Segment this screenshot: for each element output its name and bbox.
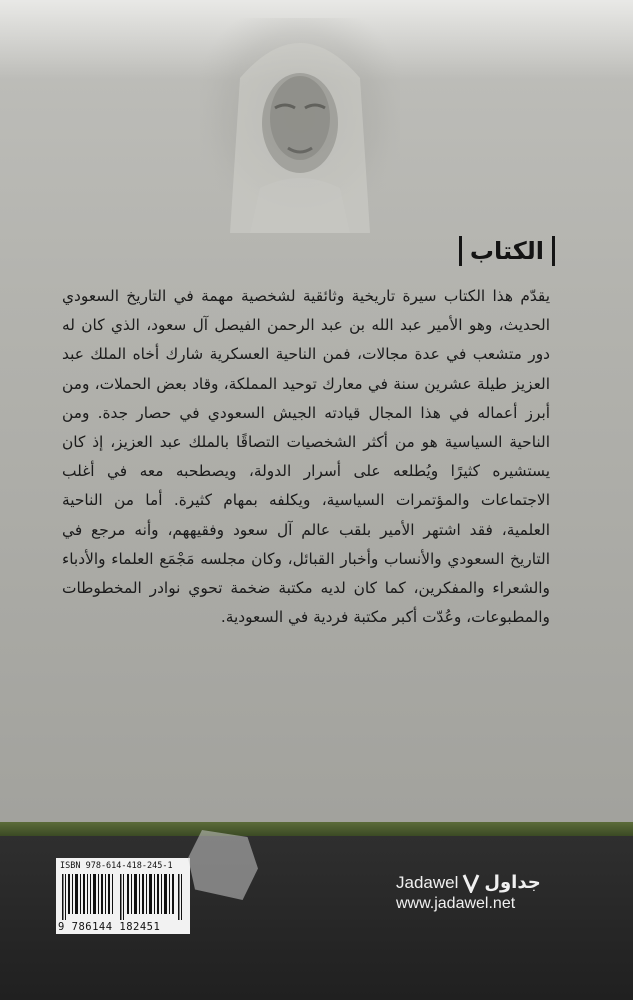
publisher-name-latin: Jadawel	[396, 872, 459, 892]
book-description: يقدّم هذا الكتاب سيرة تاريخية وثائقية لشخصية مهمة في التاريخ السعودي الحديث، وهو الأمير عبد الله بن عبد الرحمن الفيصل آل سعود، الذي كان له دور متشعب في عدة مجالات، فمن الناحية العسكرية شارك أخاه الملك عبد العزيز طيلة عشرين سنة في معارك توحيد المملكة، وقاد بعض الحملات، ومن أبرز أعماله في هذا المجال قيادته الجيش السعودي في حصار جدة. ومن الناحية السياسية هو من أكثر الشخصيات التصاقًا بالملك عبد العزيز، إذ كان يستشيره كثيرًا ويُطلعه على أسرار الدولة، ويصطحبه معه في أغلب الاجتماعات والمؤتمرات السياسية، ويكلفه بمهام كثيرة. أما من الناحية العلمية، فقد اشتهر الأمير بلقب عالم آل سعود وفقيههم، وأنه مرجع في التاريخ السعودي والأنساب وأخبار القبائل، وكان مجلسه مَجْمَع العلماء والأدباء والشعراء والمفكرين، كما كان لديه مكتبة ضخمة تحوي نوادر المخطوطات والمطبوعات، وعُدّت أكبر مكتبة فردية في السعودية.	[62, 287, 550, 627]
publisher-block	[396, 872, 556, 913]
publisher-url: www.jadawel.net	[396, 895, 516, 912]
publisher-name-arabic: جداول	[484, 872, 541, 893]
publisher-logo	[396, 872, 556, 893]
heading-bar-right	[552, 236, 555, 266]
heading-bar-left	[459, 236, 462, 266]
portrait-image	[200, 18, 400, 233]
heading-title: الكتاب	[469, 237, 544, 265]
green-stripe	[0, 822, 633, 836]
isbn-text: ISBN 978-614-418-245-1	[60, 861, 173, 871]
publisher-v-icon	[462, 873, 480, 893]
section-heading	[459, 236, 555, 266]
barcode-bars	[62, 874, 184, 920]
price-sticker-residue	[188, 830, 258, 900]
barcode-digits: 9 786144 182451	[58, 921, 161, 933]
